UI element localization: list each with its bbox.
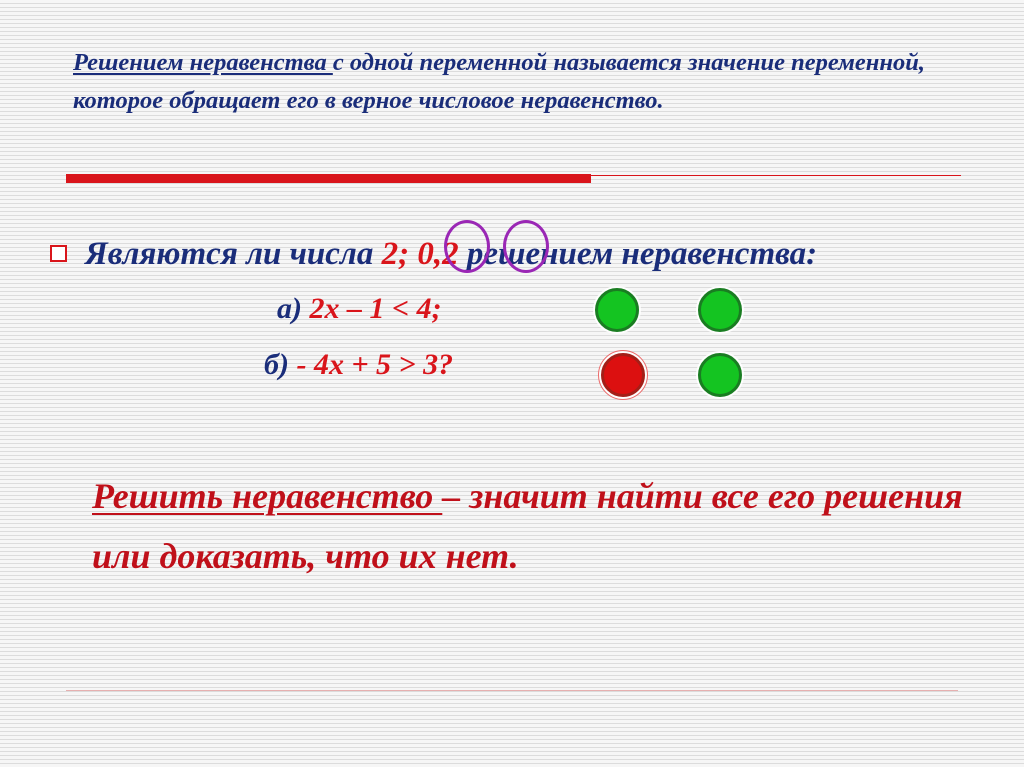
definition-term: Решением неравенства [73,49,333,76]
number-2: 2; [381,236,410,272]
result-a-0-2-green-dot [698,288,742,332]
question-prefix: Являются ли числа [85,236,382,272]
red-divider-thin [591,175,961,176]
question-line [48,232,817,276]
inequality-a-label: а) [277,292,310,325]
result-b-2-red-dot [601,353,645,397]
inequality-b-label: б) [264,348,297,381]
number-0-2: 0,2 [409,236,459,272]
question-suffix: решением неравенства: [458,236,818,272]
inequality-a-expr: 2х – 1 < 4; [309,292,442,325]
bottom-divider [66,690,958,691]
circle-mark-2 [444,220,490,273]
conclusion-term: Решить неравенство [92,476,443,516]
definition-text [73,44,953,120]
conclusion-rest: – значит найти все его решения или доказать, что их нет. [92,476,963,576]
circle-mark-0-2 [503,220,549,273]
definition-rest: с одной переменной называется значение переменной, которое обращает его в верное числовое неравенство. [73,49,925,114]
red-divider-thick [66,174,591,183]
result-b-0-2-green-dot [698,353,742,397]
inequality-a [277,292,442,326]
result-a-2-green-dot [595,288,639,332]
inequality-b [264,348,453,382]
inequality-b-expr: - 4х + 5 > 3? [296,348,454,381]
conclusion-text [92,466,972,586]
checkbox-bullet-icon [50,245,67,262]
